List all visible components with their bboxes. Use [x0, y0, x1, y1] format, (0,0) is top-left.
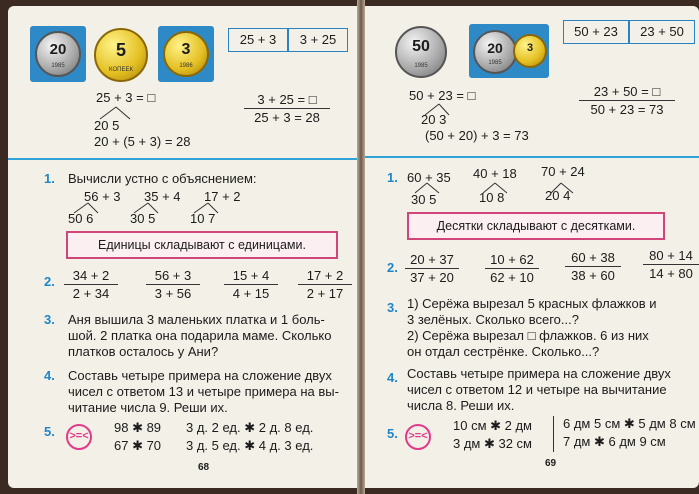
- example-line: 20 + (5 + 3) = 28: [94, 134, 191, 149]
- comparison: 7 дм ✱ 6 дм 9 см: [563, 434, 666, 449]
- task-text: 3 зелёных. Сколько всего...?: [407, 312, 579, 327]
- task-number: 4.: [387, 370, 398, 385]
- expression-pair: 56 + 3 3 + 56: [146, 268, 200, 301]
- task-number: 3.: [387, 300, 398, 315]
- task-text: Аня вышила 3 маленьких платка и 1 боль-: [68, 312, 325, 327]
- comparison: 98 ✱ 89: [114, 420, 162, 435]
- example-line: (50 + 20) + 3 = 73: [425, 128, 529, 143]
- coin-3-icon: 3 1986: [163, 31, 209, 77]
- comparison: 10 см ✱ 2 дм: [453, 418, 532, 433]
- comparison: 3 д. 5 ед. ✱ 4 д. 3 ед.: [186, 438, 314, 453]
- task-text: Составь четыре примера на сложение двух: [407, 366, 671, 381]
- task-number: 2.: [387, 260, 398, 275]
- coin-20-icon: 20 1985: [35, 31, 81, 77]
- left-page: [8, 6, 357, 488]
- expression: 60 + 35: [407, 170, 451, 185]
- divider: [365, 156, 699, 158]
- expression: 17 + 2: [204, 189, 241, 204]
- task-number: 4.: [44, 368, 55, 383]
- page-number: 68: [198, 462, 210, 473]
- rule-box: Единицы складывают с единицами.: [66, 231, 338, 259]
- task-number: 5.: [44, 424, 55, 439]
- expression: 40 + 18: [473, 166, 517, 181]
- coin-3-icon: 3: [513, 34, 547, 68]
- coin-50-icon: 50 1985: [395, 26, 447, 78]
- task-text: шой. 2 платка она подарила маме. Сколько: [68, 328, 332, 343]
- comparison: 3 д. 2 ед. ✱ 2 д. 8 ед.: [186, 420, 314, 435]
- task-text: чисел с ответом 13 и четыре примера на вы-: [68, 384, 339, 399]
- task-text: он отдал сестрёнке. Сколько...?: [407, 344, 600, 359]
- comparison: 67 ✱ 70: [114, 438, 162, 453]
- expression-pair: 20 + 37 37 + 20: [405, 252, 459, 285]
- expression-pair: 60 + 38 38 + 60: [565, 250, 621, 283]
- coin-frame: [469, 24, 549, 78]
- split-numbers: 30 5: [411, 192, 437, 207]
- expression: 56 + 3: [84, 189, 121, 204]
- example-pair: 3 + 25 = □ 25 + 3 = 28: [244, 92, 330, 125]
- coin-frame: [30, 26, 86, 82]
- split-numbers: 10 7: [190, 211, 216, 226]
- divider: [8, 158, 357, 160]
- task-text: платков осталось у Ани?: [68, 344, 219, 359]
- task-text: 2) Серёжа вырезал □ флажков. 6 из них: [407, 328, 649, 343]
- coin-5-icon: 5 КОПЕЕК: [94, 28, 148, 82]
- expression: 35 + 4: [144, 189, 181, 204]
- task-text: Составь четыре примера на сложение двух: [68, 368, 332, 383]
- split-numbers: 20 5: [94, 118, 120, 133]
- column-divider: [553, 416, 554, 452]
- rule-box: Десятки складывают с десятками.: [407, 212, 665, 240]
- coin-frame: [158, 26, 214, 82]
- comparison: 6 дм 5 см ✱ 5 дм 8 см: [563, 416, 696, 431]
- task-number: 1.: [387, 170, 398, 185]
- task-text: читание числа 9. Реши их.: [68, 400, 228, 415]
- expression-pair: 10 + 62 62 + 10: [485, 252, 539, 285]
- example-line: 50 + 23 = □: [409, 88, 476, 103]
- expression-pair: 34 + 2 2 + 34: [64, 268, 118, 301]
- task-text: Вычисли устно с объяснением:: [68, 171, 257, 186]
- split-numbers: 50 6: [68, 211, 94, 226]
- comparison: 3 дм ✱ 32 см: [453, 436, 532, 451]
- task-text: 1) Серёжа вырезал 5 красных флажков и: [407, 296, 657, 311]
- expression-pair: 15 + 4 4 + 15: [224, 268, 278, 301]
- task-text: числа 8. Реши их.: [407, 398, 515, 413]
- expression-pair: 80 + 14 14 + 80: [643, 248, 699, 281]
- right-page: [365, 6, 699, 488]
- split-numbers: 30 5: [130, 211, 156, 226]
- split-numbers: 10 8: [479, 190, 505, 205]
- task-number: 2.: [44, 274, 55, 289]
- expression-box: 25 + 3: [228, 28, 288, 52]
- expression-box: 50 + 23: [563, 20, 629, 44]
- expression-box: 23 + 50: [629, 20, 695, 44]
- task-number: 1.: [44, 171, 55, 186]
- book-spine: [357, 0, 365, 494]
- split-numbers: 20 4: [545, 188, 571, 203]
- split-numbers: 20 3: [421, 112, 447, 127]
- expression: 70 + 24: [541, 164, 585, 179]
- expression-box: 3 + 25: [288, 28, 348, 52]
- example-line: 25 + 3 = □: [96, 90, 156, 105]
- task-number: 3.: [44, 312, 55, 327]
- task-text: чисел с ответом 12 и четыре на вычитание: [407, 382, 667, 397]
- example-pair: 23 + 50 = □ 50 + 23 = 73: [579, 84, 675, 117]
- compare-icon: >=<: [405, 424, 431, 450]
- task-number: 5.: [387, 426, 398, 441]
- compare-icon: >=<: [66, 424, 92, 450]
- page-number: 69: [545, 458, 557, 469]
- coin-20-icon: 20 1985: [473, 30, 517, 74]
- expression-pair: 17 + 2 2 + 17: [298, 268, 352, 301]
